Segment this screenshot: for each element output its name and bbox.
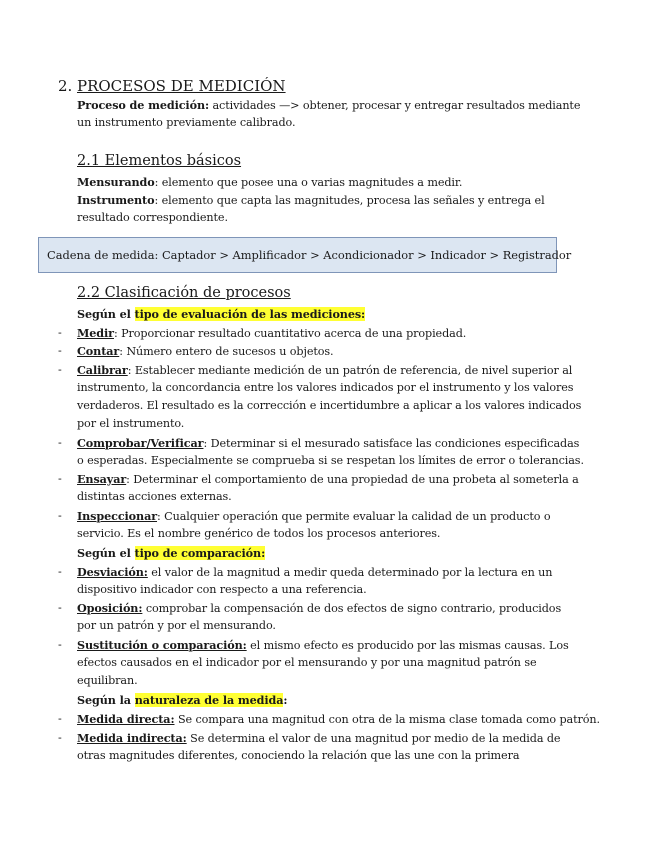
section-2-heading bbox=[58, 77, 286, 95]
calibrar-line-3: verdaderos. El resultado es la corrección e incertidumbre a aplicar a los valores indicados bbox=[77, 399, 582, 412]
ensayar-line-2: distintas acciones externas. bbox=[77, 490, 232, 503]
list-bullet: - bbox=[58, 436, 62, 449]
list-item-oposicion: Oposición: comprobar la compensación de dos efectos de signo contrario, producidos bbox=[77, 601, 562, 615]
list-bullet: - bbox=[58, 509, 62, 522]
list-item-inspeccionar: Inspeccionar: Cualquier operación que permite evaluar la calidad de un producto o bbox=[77, 509, 551, 523]
section-title: PROCESOS DE MEDICIÓN bbox=[77, 77, 286, 95]
section-number: 2. bbox=[58, 77, 73, 95]
section-2-1-heading: 2.1 Elementos básicos bbox=[77, 153, 242, 169]
list-item-calibrar: Calibrar: Establecer mediante medición de un patrón de referencia, de nivel superior al bbox=[77, 363, 573, 377]
oposicion-line-2: por un patrón y por el mensurando. bbox=[77, 619, 276, 632]
calibrar-line-4: por el instrumento. bbox=[77, 417, 185, 430]
sustitucion-line-3: equilibran. bbox=[77, 674, 138, 687]
list-item-comprobar: Comprobar/Verificar: Determinar si el mesurado satisface las condiciones especificadas bbox=[77, 436, 580, 450]
list-item-medida-directa: Medida directa: Se compara una magnitud con otra de la misma clase tomada como patrón. bbox=[77, 712, 600, 726]
list-item-medida-indirecta: Medida indirecta: Se determina el valor de una magnitud por medio de la medida de bbox=[77, 731, 561, 745]
measurement-chain-box: Cadena de medida: Captador > Amplificador > Acondicionador > Indicador > Registrador bbox=[38, 237, 557, 273]
inspeccionar-line-2: servicio. Es el nombre genérico de todos los procesos anteriores. bbox=[77, 527, 441, 540]
list-item-sustitucion: Sustitución o comparación: el mismo efecto es producido por las mismas causas. Los bbox=[77, 638, 569, 652]
list-bullet: - bbox=[58, 326, 62, 339]
list-item-contar: Contar: Número entero de sucesos u objetos. bbox=[77, 344, 334, 358]
sustitucion-line-2: efectos causados en el indicador por el mensurando y por una magnitud patrón se bbox=[77, 656, 537, 669]
proceso-line-2: un instrumento previamente calibrado. bbox=[77, 116, 296, 129]
instrumento-label: Instrumento bbox=[77, 193, 155, 207]
group-evaluacion-heading: Según el tipo de evaluación de las mediciones: bbox=[77, 307, 366, 321]
desviacion-line-2: dispositivo indicador con respecto a una referencia. bbox=[77, 583, 367, 596]
group-naturaleza-heading: Según la naturaleza de la medida: bbox=[77, 693, 288, 707]
comprobar-line-2: o esperadas. Especialmente se comprueba si se respetan los límites de error o tolerancias. bbox=[77, 454, 584, 467]
group-comparacion-heading: Según el tipo de comparación: bbox=[77, 546, 266, 560]
list-bullet: - bbox=[58, 363, 62, 376]
list-bullet: - bbox=[58, 731, 62, 744]
list-item-desviacion: Desviación: el valor de la magnitud a medir queda determinado por la lectura en un bbox=[77, 565, 553, 579]
instrumento-line-1: Instrumento: elemento que capta las magnitudes, procesa las señales y entrega el bbox=[77, 193, 545, 207]
proceso-line-1: Proceso de medición: actividades —> obtener, procesar y entregar resultados mediante bbox=[77, 98, 581, 112]
proceso-label: Proceso de medición: bbox=[77, 98, 210, 112]
list-bullet: - bbox=[58, 565, 62, 578]
indirecta-line-2: otras magnitudes diferentes, conociendo la relación que las une con la primera bbox=[77, 749, 520, 762]
list-bullet: - bbox=[58, 638, 62, 651]
mensurando-label: Mensurando bbox=[77, 175, 155, 189]
list-bullet: - bbox=[58, 472, 62, 485]
instrumento-line-2: resultado correspondiente. bbox=[77, 211, 228, 224]
list-bullet: - bbox=[58, 712, 62, 725]
list-bullet: - bbox=[58, 601, 62, 614]
list-bullet: - bbox=[58, 344, 62, 357]
list-item-ensayar: Ensayar: Determinar el comportamiento de una propiedad de una probeta al someterla a bbox=[77, 472, 579, 486]
calibrar-line-2: instrumento, la concordancia entre los valores indicados por el instrumento y los valores bbox=[77, 381, 574, 394]
mensurando-line: Mensurando: elemento que posee una o varias magnitudes a medir. bbox=[77, 175, 463, 189]
list-item-medir: Medir: Proporcionar resultado cuantitativo acerca de una propiedad. bbox=[77, 326, 467, 340]
section-2-2-heading: 2.2 Clasificación de procesos bbox=[77, 285, 291, 301]
